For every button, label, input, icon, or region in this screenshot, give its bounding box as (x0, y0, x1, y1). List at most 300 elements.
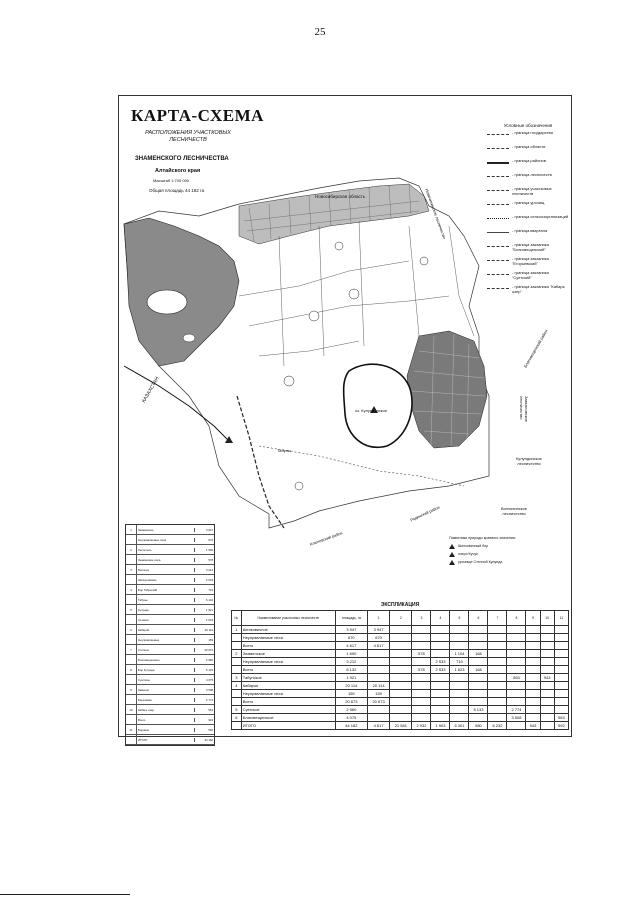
table-cell: 580 (469, 722, 488, 730)
table-cell: Шелкуновские (138, 577, 157, 582)
table-cell: 943 (526, 722, 540, 730)
table-row (232, 698, 569, 706)
table-cell: 2 (232, 650, 242, 658)
legend-item: - граница области (487, 145, 569, 157)
table-cell (554, 666, 568, 674)
table-cell (390, 698, 412, 706)
table-cell: 3 947 (335, 626, 367, 634)
table-cell: 4 075 (335, 714, 367, 722)
table-cell (126, 735, 137, 744)
table-cell: 159 (194, 638, 214, 642)
label-tabuny: Табуны (277, 448, 291, 453)
table-cell: Знаменское (138, 527, 154, 532)
table-cell: 6 132 (335, 666, 367, 674)
table-cell (507, 722, 526, 730)
table-row (232, 626, 569, 634)
table-cell (126, 615, 137, 624)
column-header: Наименование участковых лесничеств (241, 611, 335, 626)
table-cell (367, 666, 389, 674)
table-cell (126, 575, 137, 584)
table-cell: 1 104 (450, 650, 469, 658)
monument-item: урочище Степной Кулунда (449, 558, 569, 566)
table-row (126, 725, 214, 735)
explication-title: ЭКСПЛИКАЦИЯ (380, 602, 420, 608)
table-cell: 9 (126, 685, 137, 694)
table-cell (450, 642, 469, 650)
nature-monuments-title: Памятники природы краевого значения: (449, 536, 516, 540)
table-cell: Неуправляемые леса (241, 690, 335, 698)
table-row (126, 555, 214, 565)
map-sheet (118, 95, 572, 742)
table-cell (390, 682, 412, 690)
table-cell (412, 706, 431, 714)
table-cell (390, 650, 412, 658)
table-cell (126, 695, 137, 704)
table-cell: ИТОГО (241, 722, 335, 730)
table-cell (507, 658, 526, 666)
table-row (126, 585, 214, 595)
label-volchikha: Волчихинское лесничество (500, 506, 528, 516)
table-cell: 5 301 (450, 722, 469, 730)
table-cell (412, 634, 431, 642)
table-cell: 563 (554, 714, 568, 722)
map-subtitle: РАСПОЛОЖЕНИЯ УЧАСТКОВЫХ ЛЕСНИЧЕСТВ (145, 130, 231, 143)
column-header: 7 (488, 611, 507, 626)
table-cell: 3 508 (507, 714, 526, 722)
table-cell (367, 650, 389, 658)
column-header: 5 (450, 611, 469, 626)
table-cell: 563 (507, 674, 526, 682)
table-cell: 592 (194, 728, 214, 732)
table-cell: Знаменское (241, 650, 335, 658)
table-cell: Камыши (138, 687, 149, 692)
table-cell: Шелковичное (241, 626, 335, 634)
legend-swatch (487, 148, 509, 149)
table-cell: 2 (126, 545, 137, 554)
table-cell (450, 634, 469, 642)
table-row (232, 658, 569, 666)
table-cell (554, 626, 568, 634)
table-cell (367, 674, 389, 682)
table-cell: 20 114 (367, 682, 389, 690)
monument-item: Шелковичный бор (449, 542, 569, 550)
table-cell (554, 706, 568, 714)
table-cell: 563 (194, 708, 214, 712)
table-cell (540, 642, 554, 650)
table-cell: 168 (469, 650, 488, 658)
table-cell (507, 642, 526, 650)
column-header: 2 (390, 611, 412, 626)
label-kulunda-forestry: Кулундинское лесничество (516, 456, 542, 466)
table-cell (488, 674, 507, 682)
table-cell (390, 634, 412, 642)
triangle-icon (449, 544, 455, 549)
table-cell (488, 666, 507, 674)
table-cell (367, 706, 389, 714)
western-forest-zone (124, 218, 239, 366)
table-cell (431, 706, 450, 714)
table-cell (488, 626, 507, 634)
table-cell: 11 (126, 725, 137, 734)
table-cell (554, 690, 568, 698)
table-cell (488, 714, 507, 722)
table-cell (412, 626, 431, 634)
table-cell: 1 903 (431, 722, 450, 730)
state-border (124, 366, 229, 441)
table-cell (526, 706, 540, 714)
table-row (126, 705, 214, 715)
table-cell (390, 690, 412, 698)
table-cell (526, 650, 540, 658)
table-cell: 20 114 (194, 628, 214, 632)
table-cell (488, 634, 507, 642)
table-cell (540, 626, 554, 634)
table-cell: Благовещенское (138, 657, 160, 662)
legend-item: - граница заказника "Благовещенский" (487, 243, 569, 255)
table-row (126, 645, 214, 655)
table-cell: 943 (194, 718, 214, 722)
monument-item: озеро Кучук (449, 550, 569, 558)
table-cell: Боровое (138, 727, 150, 732)
table-cell (431, 714, 450, 722)
table-cell (390, 674, 412, 682)
table-cell: 3 (126, 565, 137, 574)
table-cell (507, 690, 526, 698)
table-cell: Неуправляемые леса (138, 537, 167, 542)
column-header: № (232, 611, 242, 626)
table-cell (412, 642, 431, 650)
table-cell (554, 698, 568, 706)
table-cell (412, 682, 431, 690)
table-cell: 1 690 (335, 650, 367, 658)
table-cell: 10 (126, 705, 137, 714)
table-cell (126, 555, 137, 564)
table-cell (450, 626, 469, 634)
table-row (126, 625, 214, 635)
legend-title: Условные обозначения (503, 123, 553, 128)
table-cell (469, 690, 488, 698)
table-row (232, 634, 569, 642)
table-cell (554, 658, 568, 666)
table-cell (488, 706, 507, 714)
table-cell (367, 714, 389, 722)
table-cell: Бор Табунский (138, 587, 158, 592)
table-cell: Суетское (241, 706, 335, 714)
table-cell (554, 682, 568, 690)
table-cell: 6 (232, 714, 242, 722)
table-cell (554, 634, 568, 642)
table-cell (554, 642, 568, 650)
table-cell: 6 132 (194, 598, 214, 602)
table-row (232, 714, 569, 722)
table-cell: 4 (126, 585, 137, 594)
explication (231, 602, 569, 730)
table-cell (431, 690, 450, 698)
table-cell (232, 634, 242, 642)
table-cell: 3 947 (367, 626, 389, 634)
table-cell (540, 698, 554, 706)
legend-item: - граница государства (487, 131, 569, 143)
table-cell: Волчиха (138, 567, 149, 572)
table-row (126, 605, 214, 615)
label-novosibirsk: Новосибирская область (315, 194, 366, 199)
table-cell (554, 650, 568, 658)
table-cell (469, 658, 488, 666)
table-cell: 2 533 (194, 578, 214, 582)
legend-item: - граница заказника "Кабарь озер" (487, 285, 569, 297)
table-row (126, 595, 214, 605)
table-cell (126, 535, 137, 544)
table-cell: Кулунда (138, 607, 149, 612)
table-cell: 5 133 (469, 706, 488, 714)
table-cell (390, 658, 412, 666)
table-cell (232, 658, 242, 666)
table-cell (126, 715, 137, 724)
column-header: 4 (431, 611, 450, 626)
forestry-name: ЗНАМЕНСКОГО ЛЕСНИЧЕСТВА (135, 156, 229, 162)
table-cell: Степное (138, 647, 149, 652)
table-cell: Неуправляемые (138, 637, 160, 642)
table-cell: 4 617 (367, 722, 389, 730)
table-cell: Всего (241, 642, 335, 650)
table-cell (540, 666, 554, 674)
table-cell: Лесостепь (138, 547, 152, 552)
table-cell (540, 658, 554, 666)
table-cell: ИТОГО (138, 737, 148, 742)
table-cell: 1 690 (194, 548, 214, 552)
table-cell: Благовещенское (241, 714, 335, 722)
table-cell (232, 722, 242, 730)
table-cell: Сетевое (138, 617, 149, 622)
table-cell (540, 650, 554, 658)
table-cell: 578 (194, 558, 214, 562)
table-cell: 3 947 (194, 528, 214, 532)
table-cell: 8 (126, 665, 137, 674)
table-row (126, 735, 214, 745)
legend-item: - граница районов (487, 159, 569, 171)
table-cell (540, 690, 554, 698)
column-header: 3 (412, 611, 431, 626)
table-cell (431, 642, 450, 650)
table-cell: 7 (126, 645, 137, 654)
table-cell: 168 (469, 666, 488, 674)
table-cell: 1 623 (450, 666, 469, 674)
column-header: 11 (554, 611, 568, 626)
table-cell: 1 (232, 626, 242, 634)
table-cell: Неуправляемые леса (241, 658, 335, 666)
table-cell (232, 698, 242, 706)
explication-table (231, 610, 569, 730)
table-cell (488, 658, 507, 666)
nature-monuments (449, 536, 569, 566)
table-cell: 4 617 (335, 642, 367, 650)
column-header: 9 (526, 611, 540, 626)
table-cell: 578 (412, 650, 431, 658)
table-row (232, 674, 569, 682)
table-cell (431, 626, 450, 634)
table-cell: 670 (194, 538, 214, 542)
railway-line (237, 396, 284, 528)
table-cell: 4 617 (367, 642, 389, 650)
footer-rule (0, 894, 130, 895)
table-cell: 670 (335, 634, 367, 642)
table-cell: Табунское (241, 674, 335, 682)
table-row (126, 675, 214, 685)
table-cell: Бор Кулунда (138, 667, 155, 672)
map-scale: Масштаб 1:700 000 (153, 178, 190, 183)
table-cell: 20 673 (335, 698, 367, 706)
table-cell (431, 634, 450, 642)
table-cell (390, 666, 412, 674)
table-cell (469, 674, 488, 682)
legend-item: - граница лесничеств (487, 173, 569, 185)
table-cell (540, 722, 554, 730)
page-number: 25 (314, 26, 326, 38)
table-cell (507, 650, 526, 658)
table-cell (526, 714, 540, 722)
legend (487, 123, 569, 299)
table-cell (526, 626, 540, 634)
table-cell (450, 698, 469, 706)
table-cell (126, 675, 137, 684)
table-cell: 719 (450, 658, 469, 666)
legend-item: - граница участковых лесничеств (487, 187, 569, 199)
parcel-table (125, 524, 215, 746)
legend-swatch (487, 288, 509, 289)
table-cell: Березовка (138, 697, 152, 702)
table-cell: 2 774 (507, 706, 526, 714)
table-cell (488, 690, 507, 698)
table-cell: 20 114 (335, 682, 367, 690)
table-cell: 2 960 (194, 658, 214, 662)
table-cell (390, 714, 412, 722)
legend-item: - граница сельхозорганизаций (487, 215, 569, 227)
triangle-icon (449, 552, 455, 557)
table-cell (526, 642, 540, 650)
table-cell: 719 (194, 588, 214, 592)
table-cell (126, 595, 137, 604)
table-cell (450, 674, 469, 682)
table-cell: 44 182 (194, 738, 214, 742)
table-cell (469, 626, 488, 634)
table-cell (526, 690, 540, 698)
table-row (126, 535, 214, 545)
column-header: 6 (469, 611, 488, 626)
table-cell (554, 674, 568, 682)
table-cell: 159 (335, 690, 367, 698)
table-cell: 6 (126, 625, 137, 634)
table-cell (507, 634, 526, 642)
table-cell (540, 706, 554, 714)
table-cell (126, 655, 137, 664)
table-cell: Знаменские леса (138, 557, 161, 562)
column-header: площадь, га (335, 611, 367, 626)
table-cell (469, 714, 488, 722)
label-lake: оз. Кулундинское (355, 408, 388, 413)
table-cell: 3 212 (194, 568, 214, 572)
table-cell: 1 (126, 525, 137, 534)
table-cell (232, 642, 242, 650)
total-area: Общая площадь 44 182 га (149, 188, 205, 193)
table-cell (412, 690, 431, 698)
table-cell: 4 (232, 682, 242, 690)
table-cell: 2 774 (194, 698, 214, 702)
legend-item: - граница заказника "Егорьевский" (487, 257, 569, 269)
table-cell (450, 690, 469, 698)
table-cell (431, 650, 450, 658)
table-row (126, 685, 214, 695)
table-cell (540, 714, 554, 722)
northern-forest-zone (239, 184, 429, 244)
table-row (126, 545, 214, 555)
table-cell (450, 714, 469, 722)
map-title: КАРТА-СХЕМА (131, 106, 264, 125)
legend-swatch (487, 260, 509, 261)
table-cell (469, 634, 488, 642)
table-cell (232, 666, 242, 674)
table-cell: 159 (367, 690, 389, 698)
table-cell (390, 626, 412, 634)
table-cell (469, 642, 488, 650)
table-cell (412, 714, 431, 722)
table-cell: 2 533 (431, 666, 450, 674)
table-cell: 2 960 (335, 706, 367, 714)
column-header: 10 (540, 611, 554, 626)
eastern-forest-zone (407, 331, 487, 448)
table-cell (232, 690, 242, 698)
table-cell: 3 (232, 674, 242, 682)
table-cell: 21 581 (390, 722, 412, 730)
table-cell: Кабарое (241, 682, 335, 690)
table-cell: 20 673 (194, 648, 214, 652)
table-cell (450, 706, 469, 714)
table-row (126, 575, 214, 585)
column-header: 8 (507, 611, 526, 626)
label-kazakhstan: КАЗАХСТАН (141, 375, 161, 404)
table-cell (507, 666, 526, 674)
column-header: 1 (367, 611, 389, 626)
label-novichikha: Новичихинское лесничество (424, 188, 448, 240)
table-row (232, 666, 569, 674)
table-cell (412, 698, 431, 706)
table-cell (540, 634, 554, 642)
table-cell (488, 642, 507, 650)
table-cell: Всего (138, 717, 146, 722)
legend-swatch (487, 274, 509, 275)
table-row (232, 722, 569, 730)
lake-west (147, 290, 187, 314)
table-cell (540, 682, 554, 690)
table-row (232, 650, 569, 658)
table-cell: 592 (554, 722, 568, 730)
table-cell (488, 698, 507, 706)
legend-item: - граница урочищ (487, 201, 569, 213)
table-cell (469, 698, 488, 706)
table-cell: Всего (241, 666, 335, 674)
label-kluchi: Ключевский район (309, 530, 344, 547)
table-cell (450, 682, 469, 690)
table-cell: 2 932 (412, 722, 431, 730)
table-cell: 5 (126, 605, 137, 614)
table-cell (507, 626, 526, 634)
table-cell: 20 673 (367, 698, 389, 706)
table-cell: 1 623 (194, 618, 214, 622)
table-cell (412, 658, 431, 666)
table-cell: 2 533 (431, 658, 450, 666)
table-cell (431, 682, 450, 690)
legend-swatch (487, 218, 509, 219)
table-cell (507, 682, 526, 690)
